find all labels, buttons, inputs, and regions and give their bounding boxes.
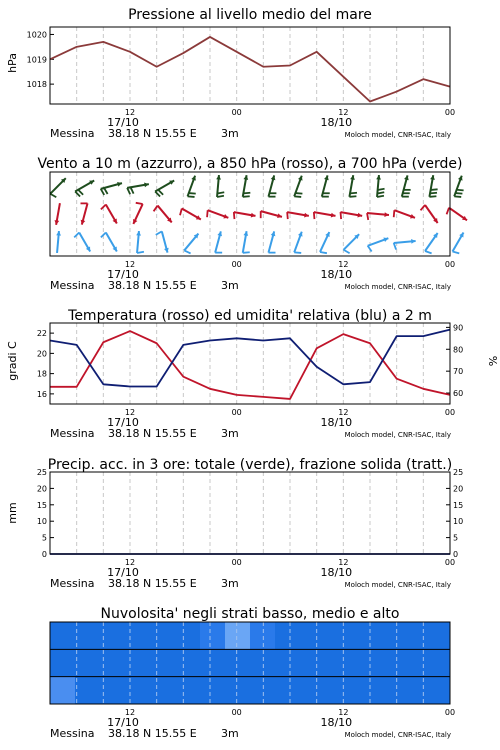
pressure-title: Pressione al livello medio del mare <box>128 7 372 23</box>
hour-tick-label: 00 <box>444 558 456 567</box>
y2-tick-label: 80 <box>453 345 464 355</box>
wind-arrow <box>133 203 143 224</box>
y-tick-label: 20 <box>36 484 47 494</box>
cloud-cell <box>225 622 251 649</box>
cloud-cell <box>150 622 176 649</box>
y2-tick-label: 10 <box>453 517 464 527</box>
wind-arrow <box>454 176 463 197</box>
wind-arrow <box>216 175 224 197</box>
hour-tick-label: 12 <box>124 108 136 117</box>
hour-tick-label: 00 <box>444 108 456 117</box>
hour-tick-label: 00 <box>444 260 456 269</box>
cloud-cell <box>200 677 226 704</box>
coords-label: 38.18 N 15.55 E <box>108 127 197 140</box>
wind-arrow <box>136 231 144 253</box>
wind-arrow <box>453 232 464 253</box>
y-tick-label: 25 <box>36 468 47 477</box>
date-label: 17/10 <box>107 116 139 129</box>
cloud-cell <box>325 677 351 704</box>
hour-tick-label: 12 <box>338 108 349 117</box>
wind-arrow <box>429 175 437 197</box>
cloud-cell <box>275 677 301 704</box>
wind-arrow <box>344 234 360 253</box>
wind-arrow <box>294 232 302 253</box>
cloud-cell <box>250 649 276 676</box>
y-tick-label: 1018 <box>26 80 47 90</box>
hour-tick-label: 12 <box>338 708 349 717</box>
cloud-cell <box>125 677 151 704</box>
pressure-frame <box>50 27 450 104</box>
wind-arrow <box>56 231 61 253</box>
wind-title: Vento a 10 m (azzurro), a 850 hPa (rosso), a 700 hPa (verde) <box>37 156 463 172</box>
credit-label: Moloch model, CNR-ISAC, Italy <box>344 731 451 739</box>
y2-tick-label: 70 <box>453 367 464 377</box>
cloud-cell <box>175 622 201 649</box>
y2-tick-label: 5 <box>453 533 459 543</box>
wind-arrow <box>155 181 174 197</box>
cloud-cell <box>275 622 301 649</box>
y2-tick-label: 0 <box>453 550 459 559</box>
cloud-cell <box>225 649 251 676</box>
wind-arrow <box>322 175 330 196</box>
location-label: Messina <box>50 577 95 590</box>
date-label: 18/10 <box>320 268 353 281</box>
wind-arrow <box>402 175 411 196</box>
y2-tick-label: 90 <box>453 323 464 333</box>
location-label: Messina <box>50 127 95 140</box>
date-label: 17/10 <box>107 416 139 429</box>
cloud-cell <box>300 649 326 676</box>
y-tick-label: 1020 <box>26 30 47 40</box>
cloud-cell <box>350 677 376 704</box>
hour-tick-label: 12 <box>338 558 349 567</box>
location-label: Messina <box>50 279 95 292</box>
wind-arrow <box>425 233 438 253</box>
cloud-cell <box>425 622 451 649</box>
hour-tick-label: 00 <box>444 408 456 417</box>
coords-label: 38.18 N 15.55 E <box>108 577 197 590</box>
cloud-cell <box>175 649 201 676</box>
y-tick-label: 22 <box>36 329 47 339</box>
pressure-ylabel: hPa <box>6 53 19 73</box>
cloud-cell <box>75 677 101 704</box>
y-tick-label: 18 <box>36 369 47 379</box>
wind-arrow <box>188 176 196 197</box>
location-label: Messina <box>50 727 95 740</box>
cloud-cell <box>75 622 101 649</box>
cloud-cell <box>325 649 351 676</box>
wind-arrow <box>184 234 198 254</box>
wind-arrow <box>156 231 169 252</box>
date-label: 18/10 <box>320 566 353 579</box>
cloud-cell <box>300 622 326 649</box>
y-tick-label: 16 <box>36 389 47 399</box>
y2-tick-label: 25 <box>453 468 464 477</box>
cloud-cell <box>175 677 201 704</box>
hour-tick-label: 12 <box>124 708 136 717</box>
temperature-frame <box>50 323 450 404</box>
wind-arrow <box>349 175 357 197</box>
cloud-cell <box>50 677 76 704</box>
date-label: 18/10 <box>320 716 353 729</box>
date-label: 18/10 <box>320 416 353 429</box>
hour-tick-label: 12 <box>124 408 136 417</box>
y2-tick-label: 60 <box>453 389 464 399</box>
hour-tick-label: 00 <box>231 108 242 117</box>
hour-tick-label: 12 <box>124 260 136 269</box>
cloud-cell <box>250 677 276 704</box>
wind-arrow <box>243 175 251 197</box>
wind-arrow <box>75 181 94 197</box>
elevation-label: 3m <box>221 127 239 140</box>
wind-arrow <box>261 211 282 218</box>
temperature-title: Temperatura (rosso) ed umidita' relativa (blu) a 2 m <box>68 308 432 324</box>
date-label: 17/10 <box>107 716 139 729</box>
cloud-cell <box>425 649 451 676</box>
date-label: 17/10 <box>107 566 139 579</box>
cloud-cell <box>200 622 226 649</box>
hour-tick-label: 00 <box>231 708 242 717</box>
location-label: Messina <box>50 427 95 440</box>
y-tick-label: 20 <box>36 349 47 359</box>
hour-tick-label: 00 <box>231 558 242 567</box>
wind-arrow <box>294 176 302 197</box>
cloud-cell <box>125 622 151 649</box>
coords-label: 38.18 N 15.55 E <box>108 727 197 740</box>
wind-arrow <box>243 231 250 253</box>
credit-label: Moloch model, CNR-ISAC, Italy <box>344 131 451 139</box>
precip-title: Precip. acc. in 3 ore: totale (verde), frazione solida (tratt.) <box>47 457 453 473</box>
cloud-cell <box>350 622 376 649</box>
hour-tick-label: 12 <box>338 260 349 269</box>
cloud-cell <box>350 649 376 676</box>
cloud-cell <box>300 677 326 704</box>
date-label: 18/10 <box>320 116 353 129</box>
credit-label: Moloch model, CNR-ISAC, Italy <box>344 581 451 589</box>
wind-arrow <box>268 175 276 196</box>
y-tick-label: 5 <box>41 533 47 543</box>
wind-arrow <box>50 178 66 197</box>
cloud-cell <box>75 649 101 676</box>
cloud-cell <box>400 622 426 649</box>
credit-label: Moloch model, CNR-ISAC, Italy <box>344 431 451 439</box>
cloud-cell <box>50 622 76 649</box>
y-tick-label: 10 <box>36 517 47 527</box>
hour-tick-label: 00 <box>231 260 242 269</box>
coords-label: 38.18 N 15.55 E <box>108 427 197 440</box>
elevation-label: 3m <box>221 727 239 740</box>
cloud-cell <box>150 677 176 704</box>
cloud-cell <box>200 649 226 676</box>
wind-arrow <box>376 175 384 197</box>
coords-label: 38.18 N 15.55 E <box>108 279 197 292</box>
wind-arrow <box>215 231 222 252</box>
wind-arrow <box>368 237 389 251</box>
cloud-cell <box>275 649 301 676</box>
hour-tick-label: 12 <box>338 408 349 417</box>
elevation-label: 3m <box>221 427 239 440</box>
elevation-label: 3m <box>221 279 239 292</box>
cloud-cell <box>250 622 276 649</box>
humidity-ylabel: % <box>486 355 499 367</box>
cloud-cell <box>400 649 426 676</box>
wind-arrow <box>268 231 275 252</box>
cloud-cell <box>50 649 76 676</box>
humidity-line <box>50 330 450 387</box>
precip-ylabel: mm <box>6 502 19 524</box>
wind-arrow <box>320 232 330 253</box>
cloud-cell <box>125 649 151 676</box>
cloud-cell <box>400 677 426 704</box>
hour-tick-label: 00 <box>231 408 242 417</box>
temperature-line <box>50 331 450 399</box>
wind-arrow <box>81 203 88 224</box>
cloud-cell <box>325 622 351 649</box>
date-label: 17/10 <box>107 268 139 281</box>
temperature-ylabel: gradi C <box>6 341 19 381</box>
credit-label: Moloch model, CNR-ISAC, Italy <box>344 283 451 291</box>
elevation-label: 3m <box>221 577 239 590</box>
pressure-line <box>50 37 450 102</box>
y-tick-label: 0 <box>41 550 47 559</box>
hour-tick-label: 00 <box>444 708 456 717</box>
cloud-cell <box>225 677 251 704</box>
cloud-cell <box>425 677 451 704</box>
y2-tick-label: 20 <box>453 484 464 494</box>
precip-frame <box>50 472 450 554</box>
wind-arrow <box>54 203 59 225</box>
y-tick-label: 1019 <box>26 55 47 65</box>
cloud-cell <box>150 649 176 676</box>
y2-tick-label: 15 <box>453 500 464 510</box>
y-tick-label: 15 <box>36 500 47 510</box>
wind-arrow <box>127 182 149 194</box>
wind-arrow <box>101 182 122 195</box>
hour-tick-label: 12 <box>124 558 136 567</box>
cloud-title: Nuvolosita' negli strati basso, medio e alto <box>100 606 400 622</box>
